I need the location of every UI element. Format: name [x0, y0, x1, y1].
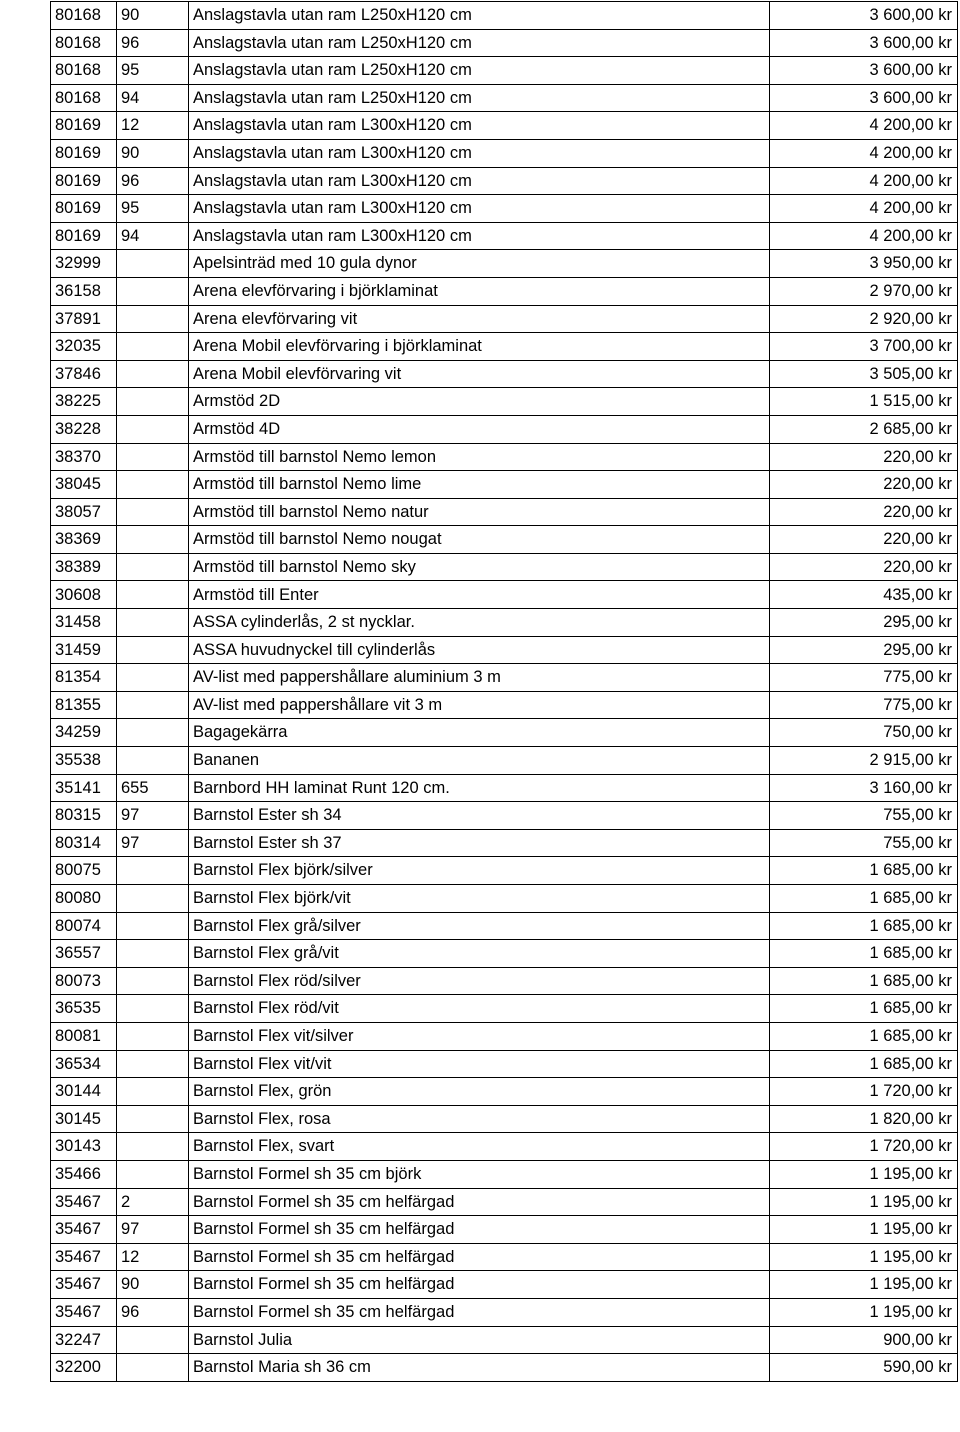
table-row — [51, 57, 958, 85]
article-number-cell: 37846 — [51, 360, 117, 388]
table-row — [51, 1243, 958, 1271]
price-cell: 775,00 kr — [770, 691, 958, 719]
article-number-cell: 80073 — [51, 967, 117, 995]
table-row — [51, 829, 958, 857]
table-row — [51, 664, 958, 692]
variant-code-cell — [117, 443, 189, 471]
article-number-cell: 80168 — [51, 2, 117, 30]
price-cell: 3 160,00 kr — [770, 774, 958, 802]
price-cell: 220,00 kr — [770, 471, 958, 499]
table-row — [51, 195, 958, 223]
article-number-cell: 38045 — [51, 471, 117, 499]
product-name-cell: Barnstol Formel sh 35 cm helfärgad — [189, 1298, 770, 1326]
article-number-cell: 38228 — [51, 415, 117, 443]
table-row — [51, 802, 958, 830]
table-row — [51, 912, 958, 940]
price-cell: 2 915,00 kr — [770, 747, 958, 775]
variant-code-cell: 90 — [117, 2, 189, 30]
variant-code-cell — [117, 1326, 189, 1354]
variant-code-cell — [117, 277, 189, 305]
variant-code-cell — [117, 1022, 189, 1050]
product-name-cell: Armstöd till barnstol Nemo sky — [189, 553, 770, 581]
product-name-cell: Armstöd 2D — [189, 388, 770, 416]
variant-code-cell — [117, 664, 189, 692]
variant-code-cell: 90 — [117, 1271, 189, 1299]
table-row — [51, 995, 958, 1023]
article-number-cell: 35467 — [51, 1188, 117, 1216]
variant-code-cell: 12 — [117, 1243, 189, 1271]
table-row — [51, 498, 958, 526]
price-cell: 295,00 kr — [770, 636, 958, 664]
article-number-cell: 81355 — [51, 691, 117, 719]
article-number-cell: 81354 — [51, 664, 117, 692]
price-cell: 3 600,00 kr — [770, 57, 958, 85]
article-number-cell: 35467 — [51, 1216, 117, 1244]
variant-code-cell — [117, 471, 189, 499]
variant-code-cell — [117, 526, 189, 554]
article-number-cell: 80169 — [51, 139, 117, 167]
product-name-cell: AV-list med pappershållare aluminium 3 m — [189, 664, 770, 692]
variant-code-cell: 94 — [117, 84, 189, 112]
table-row — [51, 29, 958, 57]
product-name-cell: Barnstol Flex, rosa — [189, 1105, 770, 1133]
table-row — [51, 1050, 958, 1078]
variant-code-cell — [117, 885, 189, 913]
price-cell: 755,00 kr — [770, 802, 958, 830]
product-name-cell: Anslagstavla utan ram L300xH120 cm — [189, 112, 770, 140]
article-number-cell: 38389 — [51, 553, 117, 581]
article-number-cell: 80168 — [51, 57, 117, 85]
product-name-cell: Apelsinträd med 10 gula dynor — [189, 250, 770, 278]
product-name-cell: Barnstol Formel sh 35 cm helfärgad — [189, 1216, 770, 1244]
article-number-cell: 80081 — [51, 1022, 117, 1050]
article-number-cell: 31458 — [51, 609, 117, 637]
product-name-cell: Arena elevförvaring vit — [189, 305, 770, 333]
product-name-cell: Barnstol Flex björk/silver — [189, 857, 770, 885]
variant-code-cell — [117, 609, 189, 637]
product-name-cell: Barnstol Formel sh 35 cm björk — [189, 1160, 770, 1188]
price-cell: 3 600,00 kr — [770, 84, 958, 112]
variant-code-cell: 96 — [117, 167, 189, 195]
table-row — [51, 747, 958, 775]
product-name-cell: Barnstol Flex vit/silver — [189, 1022, 770, 1050]
variant-code-cell — [117, 415, 189, 443]
variant-code-cell — [117, 940, 189, 968]
product-name-cell: Barnstol Flex vit/vit — [189, 1050, 770, 1078]
variant-code-cell: 655 — [117, 774, 189, 802]
table-row — [51, 84, 958, 112]
article-number-cell: 35467 — [51, 1298, 117, 1326]
article-number-cell: 36158 — [51, 277, 117, 305]
variant-code-cell — [117, 250, 189, 278]
price-cell: 3 505,00 kr — [770, 360, 958, 388]
variant-code-cell: 97 — [117, 802, 189, 830]
product-name-cell: ASSA cylinderlås, 2 st nycklar. — [189, 609, 770, 637]
price-cell: 4 200,00 kr — [770, 195, 958, 223]
article-number-cell: 37891 — [51, 305, 117, 333]
price-cell: 1 515,00 kr — [770, 388, 958, 416]
table-row — [51, 691, 958, 719]
variant-code-cell — [117, 995, 189, 1023]
price-cell: 1 195,00 kr — [770, 1243, 958, 1271]
variant-code-cell — [117, 719, 189, 747]
price-cell: 220,00 kr — [770, 553, 958, 581]
product-name-cell: Armstöd till barnstol Nemo lemon — [189, 443, 770, 471]
product-name-cell: Armstöd till barnstol Nemo nougat — [189, 526, 770, 554]
price-cell: 3 600,00 kr — [770, 2, 958, 30]
price-cell: 1 195,00 kr — [770, 1188, 958, 1216]
product-name-cell: Anslagstavla utan ram L250xH120 cm — [189, 29, 770, 57]
price-cell: 755,00 kr — [770, 829, 958, 857]
product-name-cell: Barnstol Maria sh 36 cm — [189, 1354, 770, 1382]
product-name-cell: Anslagstavla utan ram L300xH120 cm — [189, 139, 770, 167]
price-list-body — [51, 2, 958, 1382]
product-name-cell: Barnstol Flex, grön — [189, 1078, 770, 1106]
price-cell: 4 200,00 kr — [770, 139, 958, 167]
variant-code-cell — [117, 1105, 189, 1133]
table-row — [51, 333, 958, 361]
article-number-cell: 36535 — [51, 995, 117, 1023]
table-row — [51, 305, 958, 333]
table-row — [51, 277, 958, 305]
article-number-cell: 38369 — [51, 526, 117, 554]
article-number-cell: 35467 — [51, 1243, 117, 1271]
product-name-cell: Anslagstavla utan ram L300xH120 cm — [189, 222, 770, 250]
variant-code-cell — [117, 912, 189, 940]
article-number-cell: 36557 — [51, 940, 117, 968]
price-cell: 4 200,00 kr — [770, 167, 958, 195]
variant-code-cell — [117, 1050, 189, 1078]
price-cell: 220,00 kr — [770, 443, 958, 471]
price-cell: 1 195,00 kr — [770, 1298, 958, 1326]
price-cell: 900,00 kr — [770, 1326, 958, 1354]
variant-code-cell — [117, 1354, 189, 1382]
table-row — [51, 553, 958, 581]
price-cell: 1 195,00 kr — [770, 1216, 958, 1244]
variant-code-cell — [117, 1078, 189, 1106]
price-cell: 220,00 kr — [770, 498, 958, 526]
price-cell: 1 685,00 kr — [770, 1022, 958, 1050]
article-number-cell: 32999 — [51, 250, 117, 278]
price-cell: 4 200,00 kr — [770, 222, 958, 250]
variant-code-cell — [117, 1133, 189, 1161]
variant-code-cell — [117, 388, 189, 416]
price-cell: 220,00 kr — [770, 526, 958, 554]
product-name-cell: Armstöd till barnstol Nemo natur — [189, 498, 770, 526]
article-number-cell: 32247 — [51, 1326, 117, 1354]
article-number-cell: 80315 — [51, 802, 117, 830]
product-name-cell: Bagagekärra — [189, 719, 770, 747]
article-number-cell: 80074 — [51, 912, 117, 940]
table-row — [51, 1216, 958, 1244]
article-number-cell: 80168 — [51, 29, 117, 57]
article-number-cell: 38370 — [51, 443, 117, 471]
variant-code-cell — [117, 636, 189, 664]
product-name-cell: Barnstol Ester sh 37 — [189, 829, 770, 857]
variant-code-cell — [117, 581, 189, 609]
variant-code-cell — [117, 1160, 189, 1188]
variant-code-cell: 96 — [117, 1298, 189, 1326]
article-number-cell: 80169 — [51, 167, 117, 195]
table-row — [51, 360, 958, 388]
article-number-cell: 80075 — [51, 857, 117, 885]
table-row — [51, 885, 958, 913]
article-number-cell: 32035 — [51, 333, 117, 361]
price-cell: 1 685,00 kr — [770, 1050, 958, 1078]
article-number-cell: 34259 — [51, 719, 117, 747]
table-row — [51, 250, 958, 278]
price-cell: 2 970,00 kr — [770, 277, 958, 305]
article-number-cell: 35466 — [51, 1160, 117, 1188]
table-row — [51, 1188, 958, 1216]
variant-code-cell: 97 — [117, 829, 189, 857]
price-cell: 3 600,00 kr — [770, 29, 958, 57]
article-number-cell: 80169 — [51, 222, 117, 250]
product-name-cell: Anslagstavla utan ram L250xH120 cm — [189, 57, 770, 85]
product-name-cell: Arena elevförvaring i björklaminat — [189, 277, 770, 305]
variant-code-cell: 95 — [117, 57, 189, 85]
variant-code-cell: 97 — [117, 1216, 189, 1244]
variant-code-cell — [117, 360, 189, 388]
article-number-cell: 35467 — [51, 1271, 117, 1299]
article-number-cell: 80080 — [51, 885, 117, 913]
price-cell: 2 920,00 kr — [770, 305, 958, 333]
product-name-cell: Barnstol Formel sh 35 cm helfärgad — [189, 1243, 770, 1271]
article-number-cell: 30144 — [51, 1078, 117, 1106]
product-name-cell: Barnstol Flex röd/silver — [189, 967, 770, 995]
product-name-cell: Barnstol Flex björk/vit — [189, 885, 770, 913]
product-name-cell: Barnstol Flex grå/silver — [189, 912, 770, 940]
product-name-cell: Barnbord HH laminat Runt 120 cm. — [189, 774, 770, 802]
variant-code-cell — [117, 691, 189, 719]
table-row — [51, 940, 958, 968]
price-cell: 435,00 kr — [770, 581, 958, 609]
price-cell: 1 685,00 kr — [770, 940, 958, 968]
product-name-cell: Arena Mobil elevförvaring i björklaminat — [189, 333, 770, 361]
price-cell: 1 720,00 kr — [770, 1133, 958, 1161]
price-cell: 1 685,00 kr — [770, 912, 958, 940]
table-row — [51, 1133, 958, 1161]
price-cell: 1 685,00 kr — [770, 967, 958, 995]
price-cell: 295,00 kr — [770, 609, 958, 637]
product-name-cell: Armstöd till barnstol Nemo lime — [189, 471, 770, 499]
variant-code-cell: 94 — [117, 222, 189, 250]
product-name-cell: Barnstol Flex grå/vit — [189, 940, 770, 968]
table-row — [51, 1271, 958, 1299]
table-row — [51, 1022, 958, 1050]
table-row — [51, 139, 958, 167]
article-number-cell: 38225 — [51, 388, 117, 416]
table-row — [51, 526, 958, 554]
price-cell: 1 685,00 kr — [770, 857, 958, 885]
article-number-cell: 30143 — [51, 1133, 117, 1161]
table-row — [51, 609, 958, 637]
product-name-cell: Anslagstavla utan ram L250xH120 cm — [189, 2, 770, 30]
table-row — [51, 167, 958, 195]
variant-code-cell: 2 — [117, 1188, 189, 1216]
price-cell: 1 685,00 kr — [770, 995, 958, 1023]
product-name-cell: Barnstol Formel sh 35 cm helfärgad — [189, 1188, 770, 1216]
variant-code-cell — [117, 967, 189, 995]
product-name-cell: ASSA huvudnyckel till cylinderlås — [189, 636, 770, 664]
variant-code-cell — [117, 498, 189, 526]
article-number-cell: 36534 — [51, 1050, 117, 1078]
price-cell: 775,00 kr — [770, 664, 958, 692]
table-row — [51, 1160, 958, 1188]
table-row — [51, 443, 958, 471]
variant-code-cell — [117, 857, 189, 885]
article-number-cell: 80314 — [51, 829, 117, 857]
variant-code-cell — [117, 747, 189, 775]
article-number-cell: 32200 — [51, 1354, 117, 1382]
variant-code-cell: 12 — [117, 112, 189, 140]
article-number-cell: 35141 — [51, 774, 117, 802]
variant-code-cell — [117, 333, 189, 361]
table-row — [51, 112, 958, 140]
table-row — [51, 1354, 958, 1382]
variant-code-cell: 90 — [117, 139, 189, 167]
price-cell: 1 720,00 kr — [770, 1078, 958, 1106]
article-number-cell: 80169 — [51, 195, 117, 223]
table-row — [51, 415, 958, 443]
price-cell: 590,00 kr — [770, 1354, 958, 1382]
price-cell: 750,00 kr — [770, 719, 958, 747]
table-row — [51, 636, 958, 664]
product-name-cell: Barnstol Flex, svart — [189, 1133, 770, 1161]
article-number-cell: 31459 — [51, 636, 117, 664]
article-number-cell: 30608 — [51, 581, 117, 609]
table-row — [51, 2, 958, 30]
product-name-cell: Armstöd 4D — [189, 415, 770, 443]
article-number-cell: 80169 — [51, 112, 117, 140]
article-number-cell: 35538 — [51, 747, 117, 775]
table-row — [51, 222, 958, 250]
article-number-cell: 80168 — [51, 84, 117, 112]
variant-code-cell — [117, 553, 189, 581]
product-name-cell: Armstöd till Enter — [189, 581, 770, 609]
product-name-cell: Anslagstavla utan ram L300xH120 cm — [189, 195, 770, 223]
price-cell: 1 195,00 kr — [770, 1160, 958, 1188]
price-cell: 4 200,00 kr — [770, 112, 958, 140]
price-cell: 2 685,00 kr — [770, 415, 958, 443]
table-row — [51, 857, 958, 885]
table-row — [51, 1078, 958, 1106]
product-name-cell: AV-list med pappershållare vit 3 m — [189, 691, 770, 719]
table-row — [51, 581, 958, 609]
table-row — [51, 1326, 958, 1354]
table-row — [51, 1298, 958, 1326]
product-name-cell: Arena Mobil elevförvaring vit — [189, 360, 770, 388]
table-row — [51, 967, 958, 995]
product-name-cell: Barnstol Formel sh 35 cm helfärgad — [189, 1271, 770, 1299]
price-cell: 3 700,00 kr — [770, 333, 958, 361]
product-name-cell: Anslagstavla utan ram L250xH120 cm — [189, 84, 770, 112]
variant-code-cell: 95 — [117, 195, 189, 223]
table-row — [51, 774, 958, 802]
table-row — [51, 471, 958, 499]
price-cell: 1 195,00 kr — [770, 1271, 958, 1299]
price-cell: 1 820,00 kr — [770, 1105, 958, 1133]
product-name-cell: Barnstol Julia — [189, 1326, 770, 1354]
product-name-cell: Anslagstavla utan ram L300xH120 cm — [189, 167, 770, 195]
article-number-cell: 30145 — [51, 1105, 117, 1133]
table-row — [51, 388, 958, 416]
price-list-table — [50, 1, 958, 1382]
variant-code-cell — [117, 305, 189, 333]
price-cell: 1 685,00 kr — [770, 885, 958, 913]
product-name-cell: Barnstol Flex röd/vit — [189, 995, 770, 1023]
table-row — [51, 1105, 958, 1133]
price-cell: 3 950,00 kr — [770, 250, 958, 278]
variant-code-cell: 96 — [117, 29, 189, 57]
table-row — [51, 719, 958, 747]
product-name-cell: Bananen — [189, 747, 770, 775]
article-number-cell: 38057 — [51, 498, 117, 526]
product-name-cell: Barnstol Ester sh 34 — [189, 802, 770, 830]
